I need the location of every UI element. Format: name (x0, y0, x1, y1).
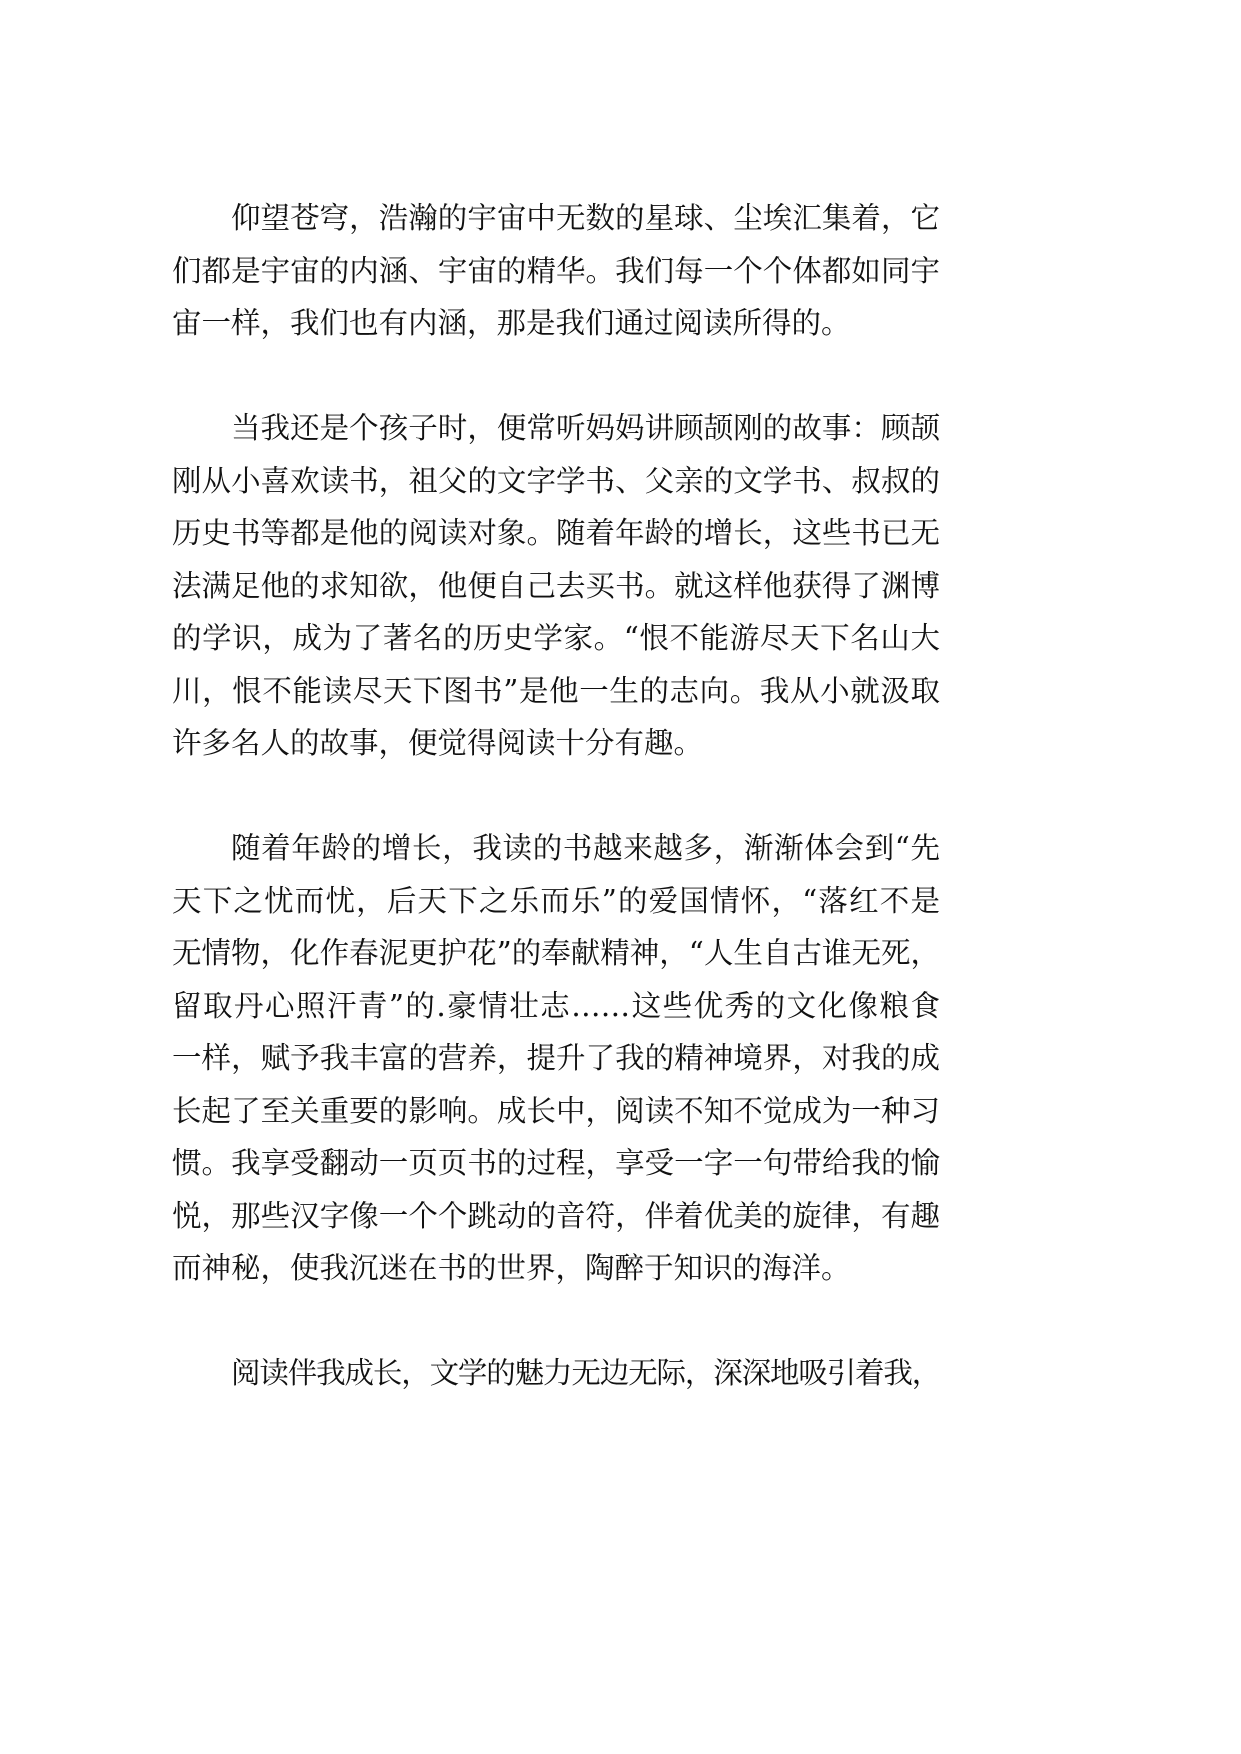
text-line: 天下之忧而忧，后天下之乐而乐”的爱国情怀，“落红不是 (172, 883, 940, 918)
text-line: 悦，那些汉字像一个个跳动的音符，伴着优美的旋律，有趣 (172, 1198, 940, 1233)
text-line: 宙一样，我们也有内涵，那是我们通过阅读所得的。 (172, 306, 851, 340)
text-line: 无情物，化作春泥更护花”的奉献精神，“人生自古谁无死， (172, 936, 940, 970)
text-line: 惯。我享受翻动一页页书的过程，享受一字一句带给我的愉 (172, 1146, 940, 1180)
text-line: 们都是宇宙的内涵、宇宙的精华。我们每一个个体都如同宇 (172, 253, 940, 288)
paragraph (172, 192, 940, 350)
text-line: 历史书等都是他的阅读对象。随着年龄的增长，这些书已无 (172, 516, 940, 550)
paragraph (172, 1347, 940, 1400)
text-line: 刚从小喜欢读书，祖父的文字学书、父亲的文学书、叔叔的 (172, 463, 940, 498)
text-line: 阅读伴我成长，文学的魅力无边无际，深深地吸引着我， (231, 1356, 940, 1390)
text-line: 而神秘，使我沉迷在书的世界，陶醉于知识的海洋。 (172, 1251, 851, 1285)
text-line: 许多名人的故事，便觉得阅读十分有趣。 (172, 726, 704, 760)
text-line: 川，恨不能读尽天下图书”是他一生的志向。我从小就汲取 (172, 673, 940, 708)
text-line: 长起了至关重要的影响。成长中，阅读不知不觉成为一种习 (172, 1093, 940, 1128)
text-line: 随着年龄的增长，我读的书越来越多，渐渐体会到“先 (231, 831, 940, 865)
paragraph (172, 402, 940, 770)
text-line: 一样，赋予我丰富的营养，提升了我的精神境界，对我的成 (172, 1041, 940, 1075)
paragraph (172, 822, 940, 1295)
text-line: 法满足他的求知欲，他便自己去买书。就这样他获得了渊博 (172, 568, 940, 603)
document-page (172, 192, 940, 1452)
text-line: 仰望苍穹，浩瀚的宇宙中无数的星球、尘埃汇集着，它 (231, 201, 940, 235)
text-line: 当我还是个孩子时，便常听妈妈讲顾颉刚的故事：顾颉 (231, 411, 940, 445)
text-line: 留取丹心照汗青”的.豪情壮志……这些优秀的文化像粮食 (172, 988, 940, 1023)
text-line: 的学识，成为了著名的历史学家。“恨不能游尽天下名山大 (172, 621, 940, 655)
